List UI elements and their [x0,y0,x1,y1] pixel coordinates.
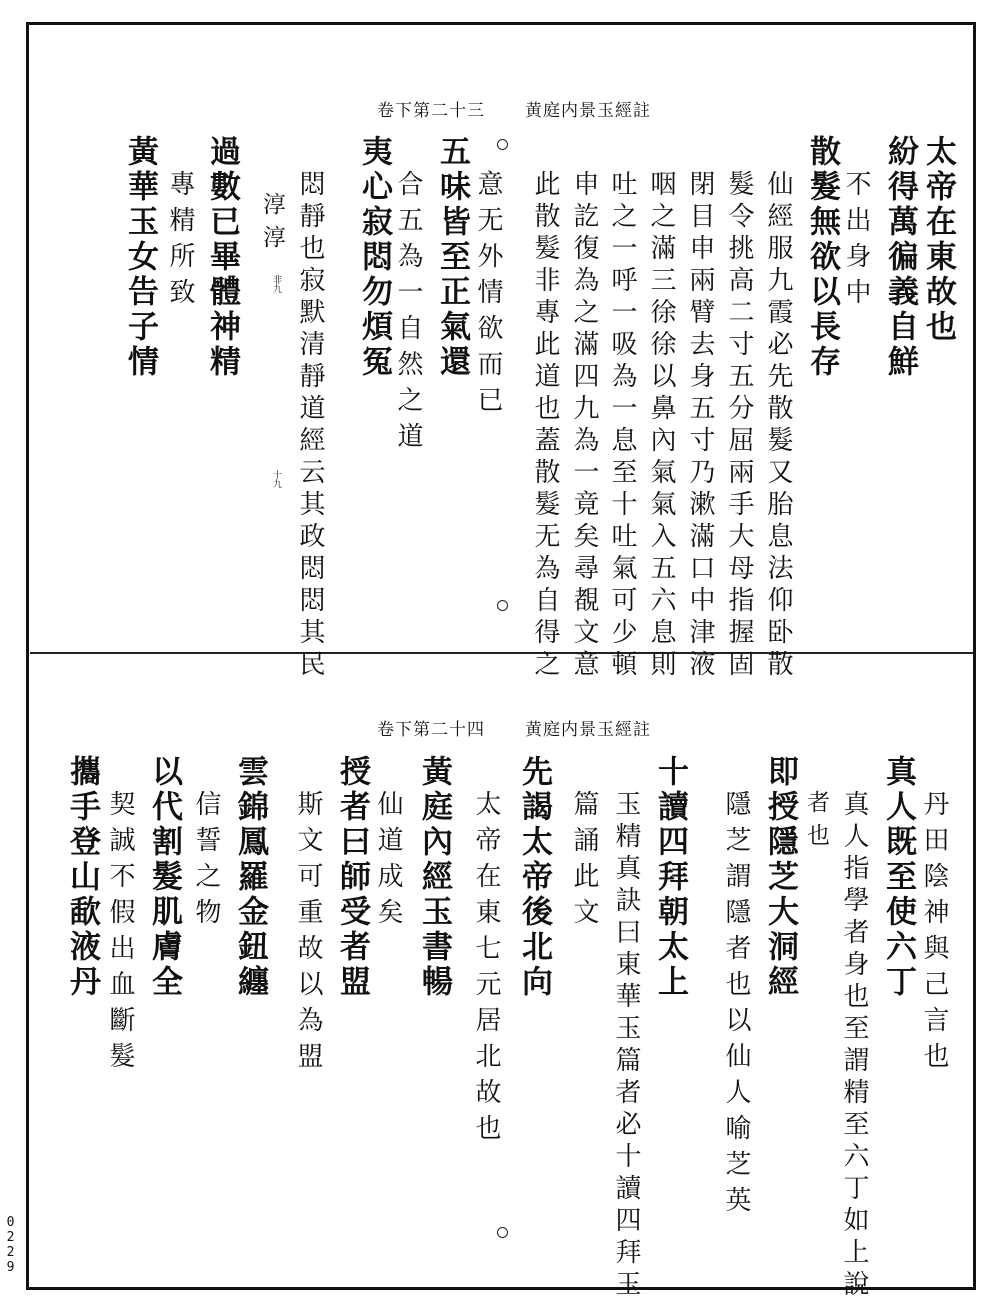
marginal-note: 非九 [271,275,281,293]
binding-circle [497,600,508,611]
text-column: 斯文可重故以為盟 [293,790,323,1078]
text-column: 信誓之物 [191,790,221,934]
text-column: 夷心寂悶勿煩冤 [356,135,392,380]
panel-divider [30,652,973,654]
text-column: 咽之滿三徐徐以鼻內氣氣入五六息則 [646,170,676,682]
text-column: 不出身中 [841,170,871,314]
text-column: 隱芝謂隱者也以仙人喻芝英 [721,790,751,1222]
top-header-page: 卷下第二十三 [377,101,485,121]
text-column: 仙經服九霞必先散髮又胎息法仰卧散 [763,170,793,682]
text-column: 黃華玉女告子情 [122,135,158,380]
binding-circle [497,1227,508,1238]
text-column: 太帝在東故也 [920,135,956,345]
text-column: 即授隱芝大洞經 [762,755,798,1000]
text-column: 黃庭內經玉書暢 [416,755,452,1000]
text-column: 十讀四拜朝太上 [652,755,688,1000]
text-column: 此散髮非專此道也蓋散髮无為自得之 [530,170,560,682]
text-column: 先謁太帝後北向 [516,755,552,1000]
text-column: 髮令挑高二寸五分屈兩手大母指握固 [724,170,754,682]
page-number: 0229 [3,1215,18,1275]
text-column: 以代割髮肌膚全 [146,755,182,1000]
text-column: 丹田陰神與己言也 [919,790,949,1078]
text-column: 契誠不假出血斷髮 [105,790,135,1078]
text-column: 散髮無欲以長存 [804,135,840,380]
text-column: 真人既至使六丁 [880,755,916,1000]
text-column: 雲錦鳳羅金鈕纏 [232,755,268,1000]
text-column: 篇誦此文 [569,790,599,934]
text-column: 真人指學者身也至謂精至六丁如上說 [839,790,869,1302]
bottom-header-title: 黄庭内景玉經註 [525,720,651,740]
text-column: 專精所致 [165,170,195,314]
text-column: 悶靜也寂默清靜道經云其政悶悶其民 [295,170,325,682]
text-column: 吐之一呼一吸為一息至十吐氣可少頓 [607,170,637,682]
text-column: 申訖復為之滿四九為一竟矣尋覩文意 [569,170,599,682]
text-column: 淳淳 [259,192,285,258]
text-column: 紛得萬徧義自鮮 [882,135,918,380]
text-column: 仙道成矣 [373,790,403,934]
bottom-header-page: 卷下第二十四 [377,720,485,740]
text-column: 過數已畢體神精 [204,135,240,380]
top-header-title: 黄庭内景玉經註 [525,101,651,121]
text-column: 太帝在東七元居北故也 [471,790,501,1150]
text-column: 五味皆至正氣還 [434,135,470,380]
text-column: 者也 [803,790,829,856]
text-column: 意无外情欲而已 [473,170,503,422]
text-column: 合五為一自然之道 [393,170,423,458]
text-column: 攜手登山歃液丹 [64,755,100,1000]
marginal-note: 十九 [271,470,281,488]
text-column: 授者曰師受者盟 [334,755,370,1000]
text-column: 玉精真訣曰東華玉篇者必十讀四拜玉 [611,790,641,1302]
binding-circle [497,139,508,150]
text-column: 閉目申兩臂去身五寸乃漱滿口中津液 [685,170,715,682]
